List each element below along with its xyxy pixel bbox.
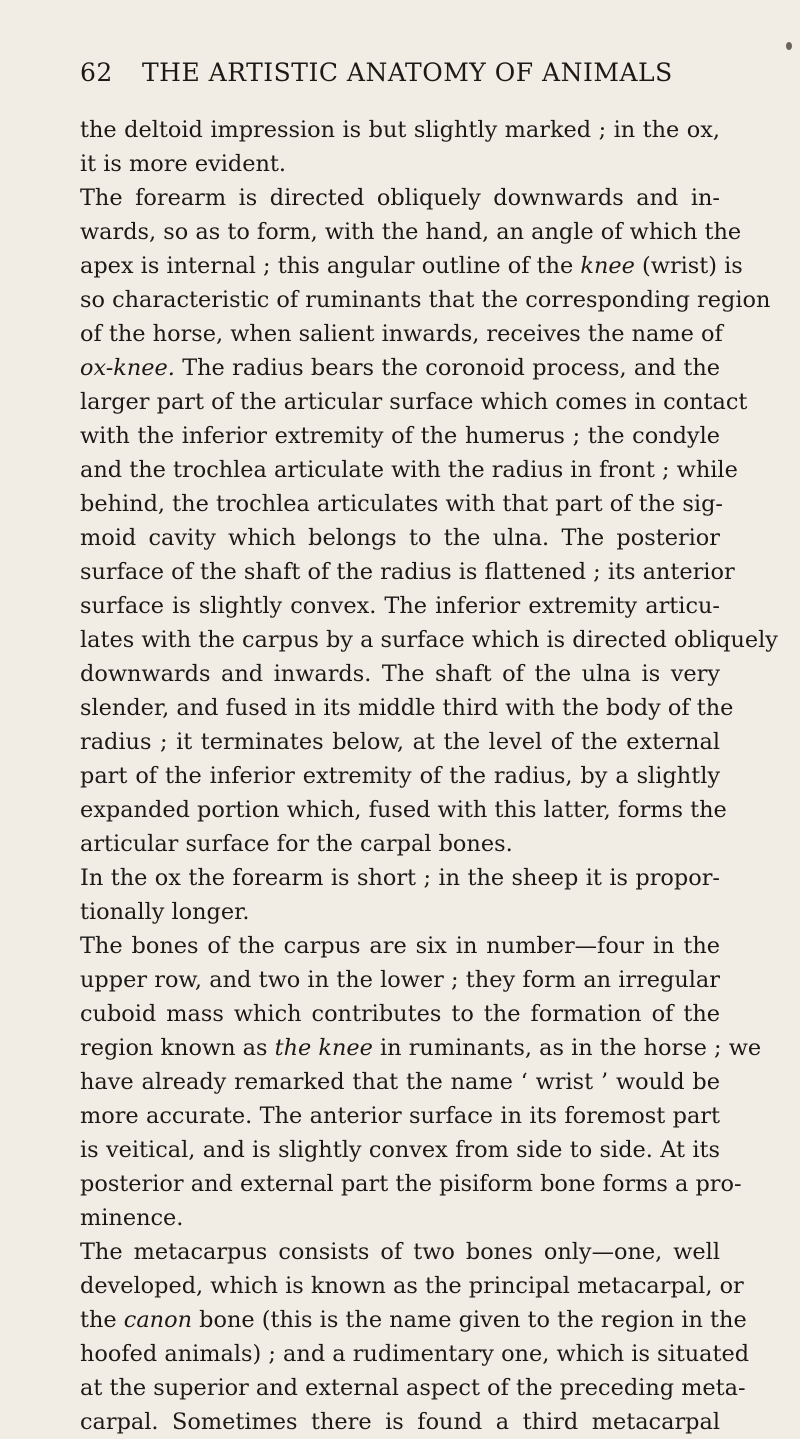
text-line [80, 453, 738, 487]
text-run: The bones of the carpus are six in number—four in the [80, 933, 720, 959]
page-number: 62 [80, 58, 113, 87]
text-run: expanded portion which, fused with this latter, forms the [80, 797, 727, 823]
text-run: bone (this is the name given to the region in the [192, 1307, 747, 1333]
text-line [80, 1031, 762, 1065]
text-line [80, 317, 723, 351]
text-line [80, 385, 748, 419]
text-run: (wrist) is [634, 253, 743, 279]
italic-term: ox-knee. [80, 355, 175, 381]
text-run: with the inferior extremity of the humerus ; the condyle [80, 423, 720, 449]
text-run: larger part of the articular surface which comes in contact [80, 389, 748, 415]
text-line [80, 657, 720, 691]
text-run: carpal. Sometimes there is found a third metacarpal [80, 1409, 720, 1435]
text-run: the [80, 1307, 124, 1333]
text-run: developed, which is known as the principal metacarpal, or [80, 1273, 744, 1299]
text-line [80, 725, 720, 759]
text-line [80, 1167, 742, 1201]
text-line [80, 1133, 720, 1167]
text-line [80, 997, 720, 1031]
text-run: The forearm is directed obliquely downwards and in- [80, 185, 720, 211]
text-run: is veitical, and is slightly convex from side to side. At its [80, 1137, 720, 1163]
text-run: it is more evident. [80, 151, 287, 177]
text-line [80, 1269, 744, 1303]
text-run: radius ; it terminates below, at the level of the external [80, 729, 720, 755]
text-run: upper row, and two in the lower ; they form an irregular [80, 967, 720, 993]
text-run: articular surface for the carpal bones. [80, 831, 513, 857]
text-run: behind, the trochlea articulates with that part of the sig- [80, 491, 723, 517]
text-line [80, 147, 720, 181]
page-edge-mark [786, 42, 792, 50]
text-run: moid cavity which belongs to the ulna. The posterior [80, 525, 720, 551]
text-run: minence. [80, 1205, 184, 1231]
text-line [80, 963, 720, 997]
text-line [80, 759, 720, 793]
running-head [80, 58, 720, 92]
text-run: posterior and external part the pisiform bone forms a pro- [80, 1171, 742, 1197]
text-run: apex is internal ; this angular outline of the [80, 253, 581, 279]
text-line [80, 351, 720, 385]
text-line [80, 555, 735, 589]
text-run: so characteristic of ruminants that the corresponding region [80, 287, 771, 313]
text-line [80, 1371, 746, 1405]
text-line [80, 895, 720, 929]
text-line [80, 623, 778, 657]
text-run: downwards and inwards. The shaft of the ulna is very [80, 661, 720, 687]
text-line [80, 1337, 750, 1371]
text-run: in ruminants, as in the horse ; we [372, 1035, 762, 1061]
text-line [80, 487, 723, 521]
italic-term: the knee [274, 1035, 373, 1061]
text-run: slender, and fused in its middle third with the body of the [80, 695, 734, 721]
text-line [80, 1099, 720, 1133]
italic-term: canon [123, 1307, 193, 1333]
text-line [80, 691, 734, 725]
text-line [80, 793, 727, 827]
text-run: part of the inferior extremity of the radius, by a slightly [80, 763, 720, 789]
text-line [80, 249, 743, 283]
text-run: cuboid mass which contributes to the formation of the [80, 1001, 720, 1027]
text-line [80, 419, 720, 453]
body-text [80, 113, 778, 1439]
text-run: and the trochlea articulate with the radius in front ; while [80, 457, 738, 483]
text-run: more accurate. The anterior surface in its foremost part [80, 1103, 720, 1129]
text-run: have already remarked that the name ‘ wrist ’ would be [80, 1069, 720, 1095]
running-title: THE ARTISTIC ANATOMY OF ANIMALS [142, 58, 673, 87]
text-line [80, 1405, 720, 1439]
italic-term: knee [580, 253, 635, 279]
text-run: hoofed animals) ; and a rudimentary one, which is situated [80, 1341, 750, 1367]
text-run: lates with the carpus by a surface which is directed obliquely [80, 627, 778, 653]
text-line [80, 283, 771, 317]
text-run: wards, so as to form, with the hand, an angle of which the [80, 219, 742, 245]
text-line [80, 215, 742, 249]
text-line [80, 861, 720, 895]
text-run: the deltoid impression is but slightly marked ; in the ox, [80, 117, 720, 143]
text-run: The radius bears the coronoid process, and the [174, 355, 720, 381]
text-run: at the superior and external aspect of the preceding meta- [80, 1375, 746, 1401]
text-run: of the horse, when salient inwards, receives the name of [80, 321, 723, 347]
text-run: surface of the shaft of the radius is flattened ; its anterior [80, 559, 735, 585]
text-line [80, 1065, 720, 1099]
text-line [80, 929, 720, 963]
text-run: region known as [80, 1035, 275, 1061]
text-line [80, 589, 720, 623]
text-line [80, 1201, 720, 1235]
text-line [80, 521, 720, 555]
text-run: surface is slightly convex. The inferior extremity articu- [80, 593, 720, 619]
text-line [80, 827, 720, 861]
text-line [80, 181, 720, 215]
text-run: In the ox the forearm is short ; in the sheep it is propor- [80, 865, 720, 891]
text-run: tionally longer. [80, 899, 250, 925]
text-line [80, 1235, 720, 1269]
text-line [80, 113, 720, 147]
text-run: The metacarpus consists of two bones only—one, well [80, 1239, 720, 1265]
